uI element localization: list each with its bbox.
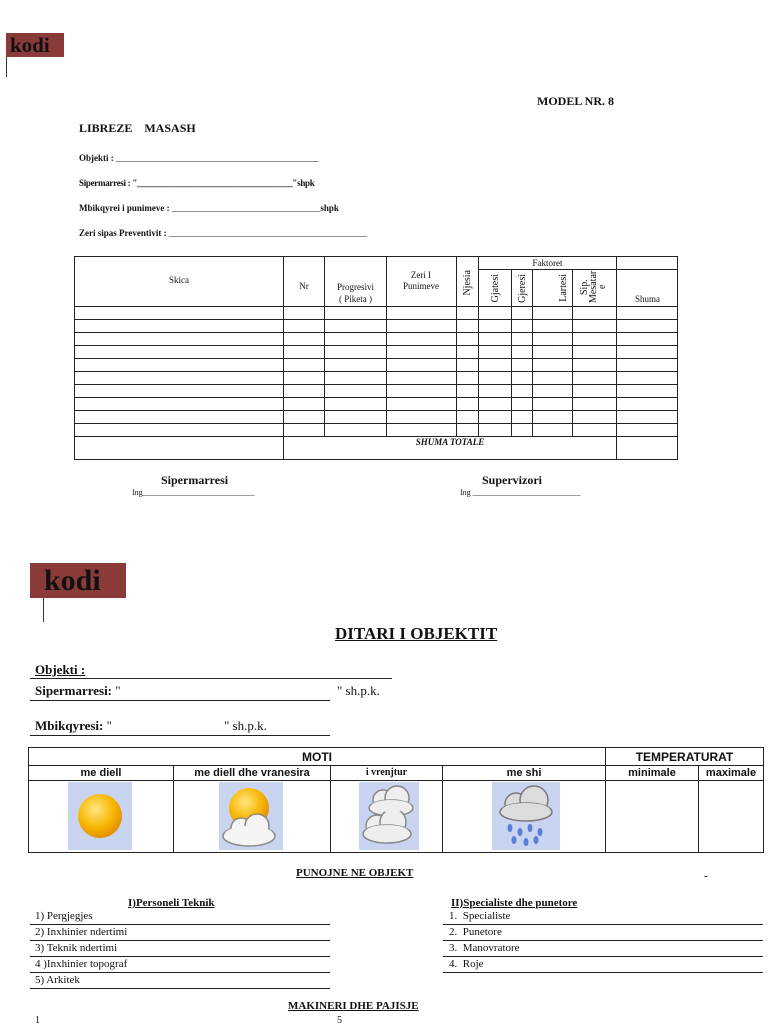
sipermarresi-row: Sipermarresi: " <box>35 683 121 698</box>
sun-cloud-icon <box>219 782 283 850</box>
header-gjeresi: Gjeresi <box>516 273 528 303</box>
header-shuma: Shuma <box>634 294 660 304</box>
measurement-table <box>74 256 678 460</box>
punojne-heading: PUNOJNE NE OBJEKT <box>296 867 414 879</box>
col-minimale: minimale <box>628 767 676 779</box>
header-skica: Skica <box>169 275 189 285</box>
col-me-shi: me shi <box>506 767 542 779</box>
cloud-icon <box>359 782 419 850</box>
col-me-diell: me diell <box>80 767 122 779</box>
col-me-diell-vranesira: me diell dhe vranesira <box>194 767 310 779</box>
header-nr: Nr <box>299 281 309 291</box>
list-item: 5) Arkitek <box>30 973 330 989</box>
objekti-line <box>30 678 392 679</box>
specialiste-list <box>443 909 763 973</box>
list-item: 1) Pergjegjes <box>30 909 330 925</box>
temperaturat-header: TEMPERATURAT <box>635 750 734 764</box>
list-item: 1. Specialiste <box>443 909 763 925</box>
field-zeri: Zeri sipas Preventivit : ____________________________________________ <box>79 228 367 238</box>
mbikqyresi-row: Mbikqyresi: " <box>35 718 112 733</box>
field-mbikqyrei: Mbikqyrei i punimeve : _________________________________shpk <box>79 203 339 213</box>
list-item: 4 )Inxhinier topograf <box>30 957 330 973</box>
logo-bar <box>43 598 44 622</box>
header-lartesi: Lartesi <box>558 274 569 302</box>
moti-header: MOTI <box>302 750 332 764</box>
diary-title: DITARI I OBJEKTIT <box>335 624 498 643</box>
rain-icon <box>492 782 560 850</box>
list-item: 2. Punetore <box>443 925 763 941</box>
field-sipermarresi: Sipermarresi : "_____________________________________"shpk <box>79 178 315 188</box>
list-item: 3) Teknik ndertimi <box>30 941 330 957</box>
list-item: 3. Manovratore <box>443 941 763 957</box>
signature-supervizori-line: Ing ___________________________ <box>460 488 581 497</box>
stray-dot: - <box>704 870 708 882</box>
col-i-vrenjtur: i vrenjtur <box>365 767 408 778</box>
logo-bar <box>6 57 7 77</box>
list-item: 2) Inxhinier ndertimi <box>30 925 330 941</box>
mbikqyresi-suffix: " sh.p.k. <box>224 718 267 733</box>
objekti-label: Objekti : <box>35 662 86 677</box>
sipermarresi-line <box>30 700 330 701</box>
personeli-list <box>30 909 330 989</box>
header-faktoret: Faktoret <box>532 258 563 268</box>
header-zeri: Zeri I Punimeve <box>403 270 439 291</box>
makineri-num-5: 5 <box>337 1015 342 1026</box>
signature-sipermarresi-line: Ing____________________________ <box>132 488 255 497</box>
signature-supervizori-title: Supervizori <box>482 473 542 487</box>
logo-kodi-top: kodi <box>6 33 64 57</box>
weather-table <box>28 747 764 853</box>
list-item: 4. Roje <box>443 957 763 973</box>
field-objekti: Objekti : _____________________________________________ <box>79 153 319 163</box>
makineri-heading: MAKINERI DHE PAJISJE <box>288 1000 419 1012</box>
col-maximale: maximale <box>705 767 757 779</box>
signature-sipermarresi-title: Sipermarresi <box>161 473 229 487</box>
document-title: LIBREZE MASASH <box>79 121 196 135</box>
header-njesia: Njesia <box>462 270 473 296</box>
model-number: MODEL NR. 8 <box>537 94 615 108</box>
header-progresivi: Progresivi ( Piketa ) <box>337 282 374 304</box>
sun-icon <box>68 782 132 850</box>
logo-kodi-bottom: kodi <box>30 563 126 598</box>
personeli-title: I)Personeli Teknik <box>128 897 215 909</box>
specialiste-title: II)Specialiste dhe punetore <box>451 897 578 909</box>
header-sip-mesatare: Sip. Mesatar e <box>578 270 608 304</box>
header-gjatesi: Gjatesi <box>489 273 501 303</box>
total-label: SHUMA TOTALE <box>415 437 485 447</box>
mbikqyresi-line <box>30 735 330 736</box>
makineri-num-1: 1 <box>35 1015 40 1026</box>
sipermarresi-suffix: " sh.p.k. <box>337 683 380 698</box>
